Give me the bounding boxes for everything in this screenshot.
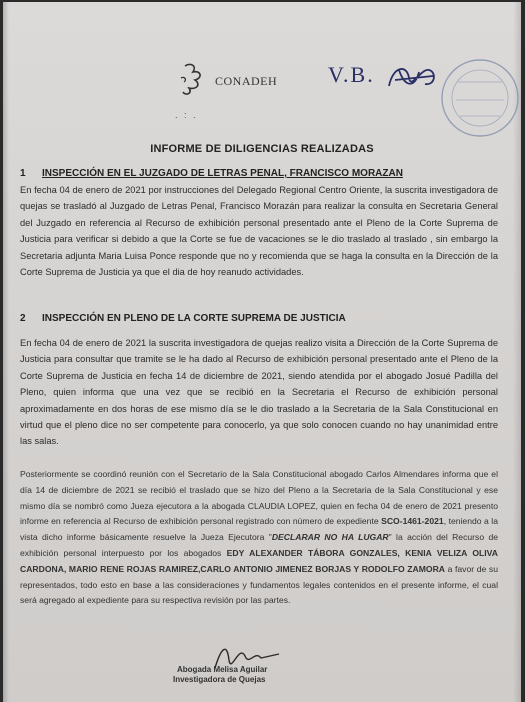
org-name: CONADEH bbox=[215, 74, 278, 88]
closing-paragraph bbox=[20, 467, 498, 609]
expediente-number: SCO-1461-2021 bbox=[381, 516, 444, 527]
conadeh-logo-icon bbox=[175, 60, 209, 100]
official-stamp-icon bbox=[428, 48, 521, 148]
closing-text-1: Posteriormente se coordinó reunión con el Secretario de la Sala Constitucional abogado Carlos Almendares informa que el día 14 de diciembre de 2021 se recibió el traslado que se hizo del Pleno a la Secretaria de la Sala Constitucional y ese mismo día se nombró como Jueza ejecutora a la abogada CLAUDIA LOPEZ, quien en fecha 04 de enero de 2021 presento informe en referencia al Recurso de exhibición personal registrado con número de expediente bbox=[20, 469, 498, 527]
signer-title: Investigadora de Quejas bbox=[173, 675, 266, 684]
document-page bbox=[3, 2, 521, 702]
section-2-heading bbox=[20, 313, 346, 324]
logo-dots: . : . bbox=[175, 110, 198, 120]
lawyers-names: EDY ALEXANDER TÁBORA GONZALES, KENIA VELIZA OLIVA CARDONA, MARIO RENE ROJAS RAMIREZ,CARLO ANTONIO JIMENEZ BORJAS Y RODOLFO ZAMORA bbox=[20, 547, 498, 574]
page-shadow-left bbox=[3, 2, 9, 702]
section-1-title: INSPECCIÓN EN EL JUZGADO DE LETRAS PENAL, FRANCISCO MORAZAN bbox=[42, 168, 403, 179]
approval-mark: V.B. bbox=[328, 62, 375, 87]
closing-text-3: " la acción del Recurso de exhibición personal interpuesto por los abogados bbox=[20, 532, 499, 558]
signer-name: Abogada Melisa Aguilar bbox=[177, 665, 268, 674]
section-1-number: 1 bbox=[20, 168, 26, 179]
closing-text-4: a favor de su representados, todo esto en base a las consideraciones y fundamentos legales contenidos en el presente informe, el cual será agregado al expediente para su respectiva revisión por las partes. bbox=[20, 563, 498, 606]
section-1-heading bbox=[20, 168, 403, 179]
section-2-paragraph: En fecha 04 de enero de 2021 la suscrita investigadora de quejas realizo visita a Dirección de la Corte Suprema de Justicia para consultar que tramite se le ha dado al Recurso de exhibición personal presentado ante el Pleno de la Corte Suprema de Justicia en fecha 14 de diciembre de 2021, siendo atendida por el abogado Josué Padilla del Pleno, quien informa que una vez que se recibió en la Secretaria el Recurso de exhibición personal aproximadamente en dos horas de ese mismo día se le dio traslado a la Secretaria de la Sala Constitucional en virtud que el pleno dice no ser competente para conocerlo, ya que solo conocen cuando no hay unanimidad entre las salas. bbox=[20, 338, 498, 447]
section-2-title: INSPECCIÓN EN PLENO DE LA CORTE SUPREMA DE JUSTICIA bbox=[42, 313, 346, 324]
closing-text-2: , teniendo a la vista dicho informe básicamente resuelve la Jueza Ejecutora " bbox=[20, 516, 498, 543]
section-1-paragraph: En fecha 04 de enero de 2021 por instrucciones del Delegado Regional Centro Oriente, la suscrita investigadora de quejas se trasladó al Juzgado de Letras Penal, Francisco Morazán para realizar la consulta en Secretaria General del Juzgado en referencia al Recurso de exhibición personal presentado ante el Pleno de la Corte Suprema de Justicia para verificar si debido a que la Corte se fue de vacaciones se le dio traslado al traslado , sin embargo la Secretaria adjunta Maria Luisa Ponce responde que no y recomienda que se haga la consulta en la Dirección de la Corte Suprema de Justicia ya que el dia de hoy reanudo actividades. bbox=[20, 185, 498, 278]
document-title: INFORME DE DILIGENCIAS REALIZADAS bbox=[150, 143, 374, 155]
resolution-text: DECLARAR NO HA LUGAR bbox=[271, 532, 389, 543]
section-2-number: 2 bbox=[20, 313, 26, 324]
